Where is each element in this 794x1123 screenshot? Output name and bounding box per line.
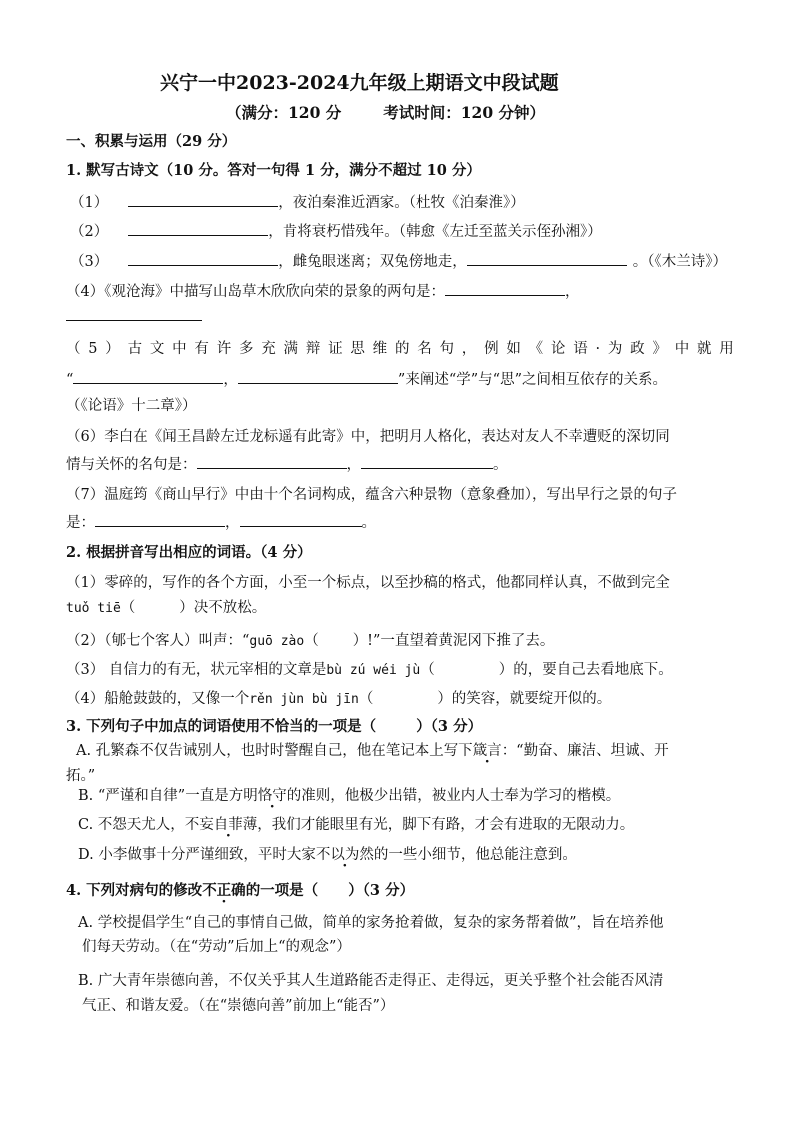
answer-blank[interactable] <box>66 306 202 321</box>
dotted-word: 恪守 <box>257 788 287 804</box>
q4-option-b-line2: 气正、和谐友爱。（在“崇德向善”前加上“能否”） <box>82 998 395 1014</box>
glyph: 例 <box>484 341 499 357</box>
q1-item1 <box>70 192 525 212</box>
q3-option-d <box>78 846 577 864</box>
paren: （ <box>420 662 435 678</box>
glyph: 用 <box>719 341 734 357</box>
q1-item5-line3: （《论语》十二章》） <box>66 398 197 414</box>
glyph: 如 <box>506 341 521 357</box>
item-text: （3） 自信力的有无，状元宰相的文章是 <box>66 662 327 678</box>
q2-heading: 2. 根据拼音写出相应的词语。（4 分） <box>66 544 312 561</box>
glyph: 满 <box>283 341 299 357</box>
answer-blank[interactable] <box>128 221 268 236</box>
glyph: 有 <box>194 341 209 357</box>
q1-item7-line1: （7）温庭筠《商山早行》中由十个名词构成，蕴含六种景物（意象叠加），写出早行之景的句子 <box>66 487 677 503</box>
q1-item4 <box>66 281 579 301</box>
item-text: 3. 下列句子中加点的词语使用不恰当的一项是（ <box>66 718 377 735</box>
item-text: （4）《观沧海》中描写山岛草木欣欣向荣的景象的两句是： <box>66 284 445 300</box>
glyph: 《 <box>528 341 544 357</box>
item-text: ，夜泊秦淮近酒家。（杜牧《泊秦淮》） <box>278 195 525 211</box>
q3-option-c <box>78 816 634 834</box>
paren: （ <box>358 691 374 707</box>
item-text: （2）（郇七个客人）叫声：“ <box>66 633 250 649</box>
item-text: 的一些小细节，他总能注意到。 <box>373 847 577 863</box>
section1-heading: 一、积累与运用（29 分） <box>66 133 237 150</box>
answer-blank[interactable] <box>197 454 347 469</box>
glyph: 政 <box>630 341 645 357</box>
q4-option-a-line2: 们每天劳动。（在“劳动”后加上“的观念”） <box>82 939 351 955</box>
item-text: 。 <box>361 515 376 531</box>
item-text: ， <box>225 515 240 531</box>
glyph: 思 <box>350 341 365 357</box>
q1-heading: 1. 默写古诗文（10 分。答对一句得 1 分，满分不超过 10 分） <box>66 162 481 179</box>
pinyin: tuǒ tiē <box>66 601 121 616</box>
pinyin: rěn jùn bù jīn <box>249 692 359 707</box>
item-number: （1） <box>70 195 109 211</box>
q3-option-a <box>76 742 669 760</box>
q1-item7-line2 <box>66 512 376 532</box>
glyph: 的 <box>394 341 410 357</box>
item-number: （3） <box>70 254 109 270</box>
item5-justified-line <box>66 340 734 358</box>
glyph: 为 <box>607 341 623 357</box>
glyph: 文 <box>149 341 165 357</box>
q2-item3 <box>66 661 673 680</box>
item-text: 的准则，他极少出错，被业内人士奉为学习的楷模。 <box>286 788 621 804</box>
glyph: 5 <box>88 341 98 357</box>
item-text: ：“勤奋、廉洁、坦诚、开 <box>501 743 669 759</box>
q1-item4-line2 <box>66 306 202 326</box>
item-text: 。 <box>493 457 508 473</box>
answer-blank[interactable] <box>445 281 565 296</box>
answer-blank[interactable] <box>467 251 627 266</box>
glyph: 语 <box>573 341 588 357</box>
glyph: · <box>595 341 601 357</box>
item-text: 4. 下列对病句的修改 <box>66 882 203 899</box>
dotted-word: 不以为然 <box>315 847 374 863</box>
item-text: ）的，要自己去看地底下。 <box>498 662 673 678</box>
item-text: （4）船舱鼓鼓的，又像一个 <box>66 691 250 707</box>
item-text: ）!”一直望着黄泥冈下推了去。 <box>352 633 555 649</box>
paren: （ <box>120 600 136 616</box>
dotted-word: 不正确 <box>202 882 246 899</box>
q2-item1-line1: （1）零碎的，写作的各个方面，小至一个标点，以至抄稿的格式，他都同样认真，不做到完全 <box>66 575 670 591</box>
q4-heading <box>66 882 414 900</box>
glyph: 辩 <box>305 341 321 357</box>
answer-blank[interactable] <box>128 192 278 207</box>
glyph: 句 <box>439 341 455 357</box>
paren: ） <box>179 600 194 616</box>
glyph: ， <box>461 341 477 357</box>
q1-item3 <box>70 251 727 271</box>
glyph: 中 <box>674 341 690 357</box>
glyph: 论 <box>550 341 566 357</box>
item-text: C. 不怨天尤人，不 <box>78 817 200 833</box>
item-text: B. “严谨和自律”一直是方明 <box>78 788 258 804</box>
glyph: 多 <box>238 341 254 357</box>
q3-option-b <box>78 787 620 805</box>
q1-item6-line2 <box>66 454 508 474</box>
item-text: 情与关怀的名句是： <box>66 457 197 473</box>
item-text: ）（3 分） <box>348 882 415 899</box>
exam-subtitle <box>226 104 545 122</box>
answer-blank[interactable] <box>128 251 278 266</box>
exam-title: 兴宁一中2023-2024九年级上期语文中段试题 <box>160 72 559 94</box>
item-text: 决不放松。 <box>193 600 267 616</box>
item-text: ）的笑容，就要绽开似的。 <box>437 691 612 707</box>
item-text: D. 小李做事十分严谨细致，平时大家 <box>78 847 316 863</box>
item-text: 的一项是（ <box>245 882 319 899</box>
item-text: ”来阐述“学”与“思”之间相互依存的关系。 <box>397 372 667 388</box>
q4-option-a-line1: A. 学校提倡学生“自己的事情自己做，简单的家务抢着做，复杂的家务帮着做”，旨在培养他 <box>78 915 664 931</box>
dotted-word: 妄自菲薄 <box>199 817 258 833</box>
paren: （ <box>304 633 319 649</box>
glyph: （ <box>66 341 81 357</box>
glyph: 许 <box>216 341 232 357</box>
item-text: ， <box>564 284 580 300</box>
q2-item2 <box>66 632 554 651</box>
q2-item1-line2 <box>66 599 266 618</box>
answer-blank[interactable] <box>240 512 362 527</box>
answer-blank[interactable] <box>238 369 398 384</box>
score-info: （满分：120 分 <box>226 103 342 122</box>
glyph: 中 <box>172 341 187 357</box>
q2-item4 <box>66 690 611 709</box>
glyph: 充 <box>261 341 276 357</box>
item-text: ）（3 分） <box>416 718 483 735</box>
answer-blank[interactable] <box>95 512 225 527</box>
q3-option-a-line2: 拓。” <box>66 768 96 784</box>
q4-option-b-line1: B. 广大青年崇德向善，不仅关乎其人生道路能否走得正、走得远，更关乎整个社会能否风清 <box>78 973 664 989</box>
glyph: ） <box>105 341 120 357</box>
answer-blank[interactable] <box>73 369 223 384</box>
item-text: ， <box>346 457 361 473</box>
item-text: ，我们才能眼里有光，脚下有路，才会有进取的无限动力。 <box>257 817 635 833</box>
answer-blank[interactable] <box>361 454 493 469</box>
item-text: ，雌兔眼迷离；双兔傍地走， <box>278 254 467 270</box>
item-text: ，肯将衰朽惜残年。（韩愈《左迁至蓝关示侄孙湘》） <box>268 224 602 240</box>
time-info: 考试时间：120 分钟） <box>383 103 546 122</box>
glyph: 维 <box>372 341 388 357</box>
glyph: 名 <box>417 341 432 357</box>
glyph: 就 <box>697 341 712 357</box>
q1-item2 <box>70 221 602 241</box>
item-text: 。（《木兰诗》） <box>632 254 727 270</box>
q1-item6-line1: （6）李白在《闻王昌龄左迁龙标遥有此寄》中，把明月人格化，表达对友人不幸遭贬的深切同 <box>66 429 670 445</box>
glyph: 》 <box>652 341 667 357</box>
item-text: A. 孔繁森不仅告诫别人，也时时警醒自己，他在笔记本上写下 <box>76 743 473 759</box>
pinyin: guō zào <box>249 634 305 649</box>
q1-item5-line1 <box>66 340 734 358</box>
item-text: 是： <box>66 515 95 531</box>
item-number: （2） <box>70 224 109 240</box>
pinyin: bù zú wéi jù <box>326 663 421 678</box>
item-text: “ <box>66 372 74 388</box>
item-text: ， <box>223 372 238 388</box>
q1-item5-line2 <box>66 369 667 389</box>
glyph: 证 <box>328 341 343 357</box>
q3-heading <box>66 718 482 736</box>
glyph: 古 <box>127 341 143 357</box>
dotted-word: 箴言 <box>472 743 502 759</box>
